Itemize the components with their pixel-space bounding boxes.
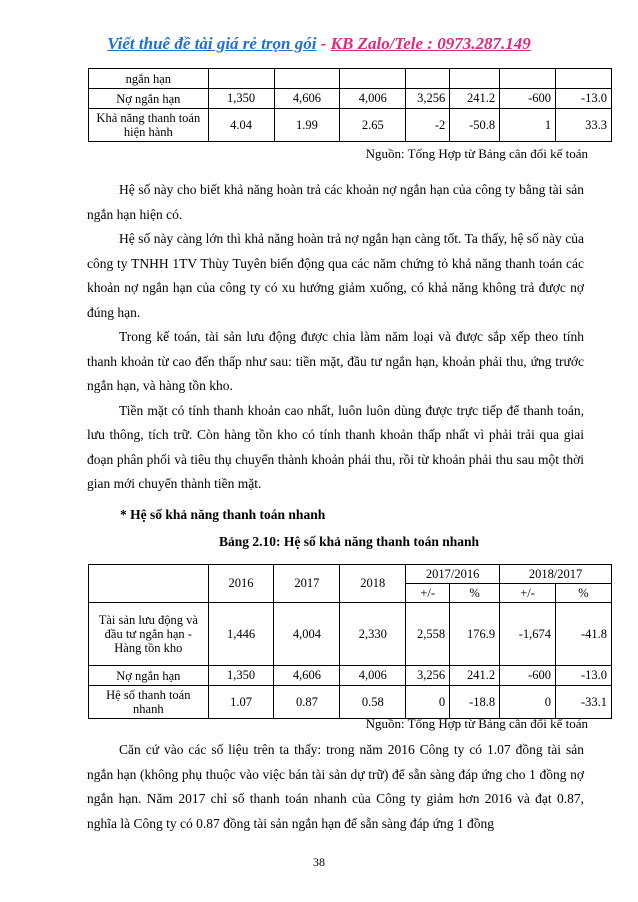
table-cell: 4,006 — [340, 89, 406, 109]
column-header: 2018 — [340, 565, 406, 603]
table-cell: -13.0 — [556, 89, 612, 109]
table-cell: 1,350 — [208, 89, 274, 109]
table-cell: 0 — [406, 686, 450, 719]
table-cell: 3,256 — [406, 89, 450, 109]
column-subheader: % — [556, 584, 612, 603]
table-row — [89, 686, 612, 719]
table-source-note: Nguồn: Tổng Hợp từ Bảng cân đối kế toán — [365, 716, 588, 731]
table-cell: 1,446 — [208, 603, 274, 666]
table-source-note: Nguồn: Tổng Hợp từ Bảng cân đối kế toán — [365, 146, 588, 161]
column-subheader: +/- — [500, 584, 556, 603]
row-label: Tài sản lưu động và đầu tư ngắn hạn - Hàng tồn kho — [89, 603, 209, 666]
body-text-closing — [87, 738, 584, 836]
table-cell: -50.8 — [450, 109, 500, 142]
table-cell: 3,256 — [406, 666, 450, 686]
paragraph: Trong kế toán, tài sản lưu động được chia làm năm loại và được sắp xếp theo tính thanh khoản từ cao đến thấp như sau: tiền mặt, đầu tư ngắn hạn, khoản phải thu, ứng trước ngắn hạn, và hàng tồn kho. — [87, 329, 584, 393]
paragraph: Hệ số này cho biết khả năng hoàn trả các khoản nợ ngắn hạn của công ty bằng tài sản ngắn hạn hiện có. — [87, 182, 584, 222]
row-label: ngắn hạn — [89, 69, 209, 89]
paragraph: Hệ số này càng lớn thì khả năng hoàn trả nợ ngắn hạn càng tốt. Ta thấy, hệ số này của công ty TNHH 1TV Thùy Tuyên biến động qua các năm chứng tỏ khả năng thanh toán các khoản nợ ngắn hạn của công ty có xu hướng giảm xuống, có khả năng không trả được nợ đúng hạn. — [87, 231, 584, 320]
table-cell: 241.2 — [450, 89, 500, 109]
liquidity-table-continued — [88, 68, 612, 142]
table-header-row — [89, 565, 612, 584]
header-separator: - — [316, 34, 331, 53]
section-heading: * Hệ số khả năng thanh toán nhanh — [120, 507, 326, 522]
table-cell: -33.1 — [556, 686, 612, 719]
table-cell: -600 — [500, 666, 556, 686]
table-cell: 2.65 — [340, 109, 406, 142]
column-header: 2017 — [274, 565, 340, 603]
table-row — [89, 666, 612, 686]
quick-ratio-table — [88, 564, 612, 719]
table-cell: 0 — [500, 686, 556, 719]
table-row — [89, 109, 612, 142]
table-cell: 176.9 — [450, 603, 500, 666]
table-caption: Bảng 2.10: Hệ số khả năng thanh toán nhanh — [219, 534, 479, 549]
paragraph: Tiền mặt có tính thanh khoản cao nhất, luôn luôn dùng được trực tiếp để thanh toán, lưu thông, tích trữ. Còn hàng tồn kho có tính thanh khoản thấp nhất vì phải trải qua giai đoạn phân phối và tiêu thụ chuyển thành khoản phải thu, rồi từ khoản phải thu sau một thời gian mới chuyển thành tiền mặt. — [87, 402, 584, 491]
table-row — [89, 89, 612, 109]
table-cell: 33.3 — [556, 109, 612, 142]
column-subheader: +/- — [406, 584, 450, 603]
table-row — [89, 603, 612, 666]
page-header — [0, 34, 638, 54]
table-cell: -1,674 — [500, 603, 556, 666]
column-group-header: 2017/2016 — [406, 565, 500, 584]
table-cell: 4.04 — [208, 109, 274, 142]
column-subheader: % — [450, 584, 500, 603]
table-cell: -13.0 — [556, 666, 612, 686]
table-cell: 4,006 — [340, 666, 406, 686]
table-cell: -41.8 — [556, 603, 612, 666]
row-label: Khả năng thanh toán hiện hành — [89, 109, 209, 142]
table-cell: 1.99 — [274, 109, 340, 142]
table-cell: 4,606 — [274, 666, 340, 686]
table-cell: -600 — [500, 89, 556, 109]
table-cell: 2,330 — [340, 603, 406, 666]
table-row — [89, 69, 612, 89]
row-label: Hệ số thanh toán nhanh — [89, 686, 209, 719]
row-label: Nợ ngắn hạn — [89, 89, 209, 109]
table-cell: 241.2 — [450, 666, 500, 686]
column-group-header: 2018/2017 — [500, 565, 612, 584]
header-link-right[interactable]: KB Zalo/Tele : 0973.287.149 — [330, 34, 531, 53]
row-label: Nợ ngắn hạn — [89, 666, 209, 686]
header-link-left[interactable]: Viết thuê đề tài giá rẻ trọn gói — [107, 34, 317, 53]
table-cell: 4,004 — [274, 603, 340, 666]
paragraph: Căn cứ vào các số liệu trên ta thấy: trong năm 2016 Công ty có 1.07 đồng tài sản ngắn hạn (không phụ thuộc vào việc bán tài sản dự trữ) để sẵn sàng đáp ứng cho 1 đồng nợ ngắn hạn. Năm 2017 chỉ số thanh toán nhanh của Công ty giảm hơn 2016 và đạt 0.87, nghĩa là Công ty có 0.87 đồng tài sản ngắn hạn để sẵn sàng đáp ứng 1 đồng — [87, 742, 584, 831]
body-text — [87, 178, 584, 497]
table-cell: 0.87 — [274, 686, 340, 719]
page-number: 38 — [313, 855, 325, 869]
table-cell: 4,606 — [274, 89, 340, 109]
table-cell: -2 — [406, 109, 450, 142]
table-cell: -18.8 — [450, 686, 500, 719]
table-cell: 1,350 — [208, 666, 274, 686]
table-cell: 1.07 — [208, 686, 274, 719]
table-cell: 2,558 — [406, 603, 450, 666]
table-cell: 1 — [500, 109, 556, 142]
column-header: 2016 — [208, 565, 274, 603]
table-cell: 0.58 — [340, 686, 406, 719]
